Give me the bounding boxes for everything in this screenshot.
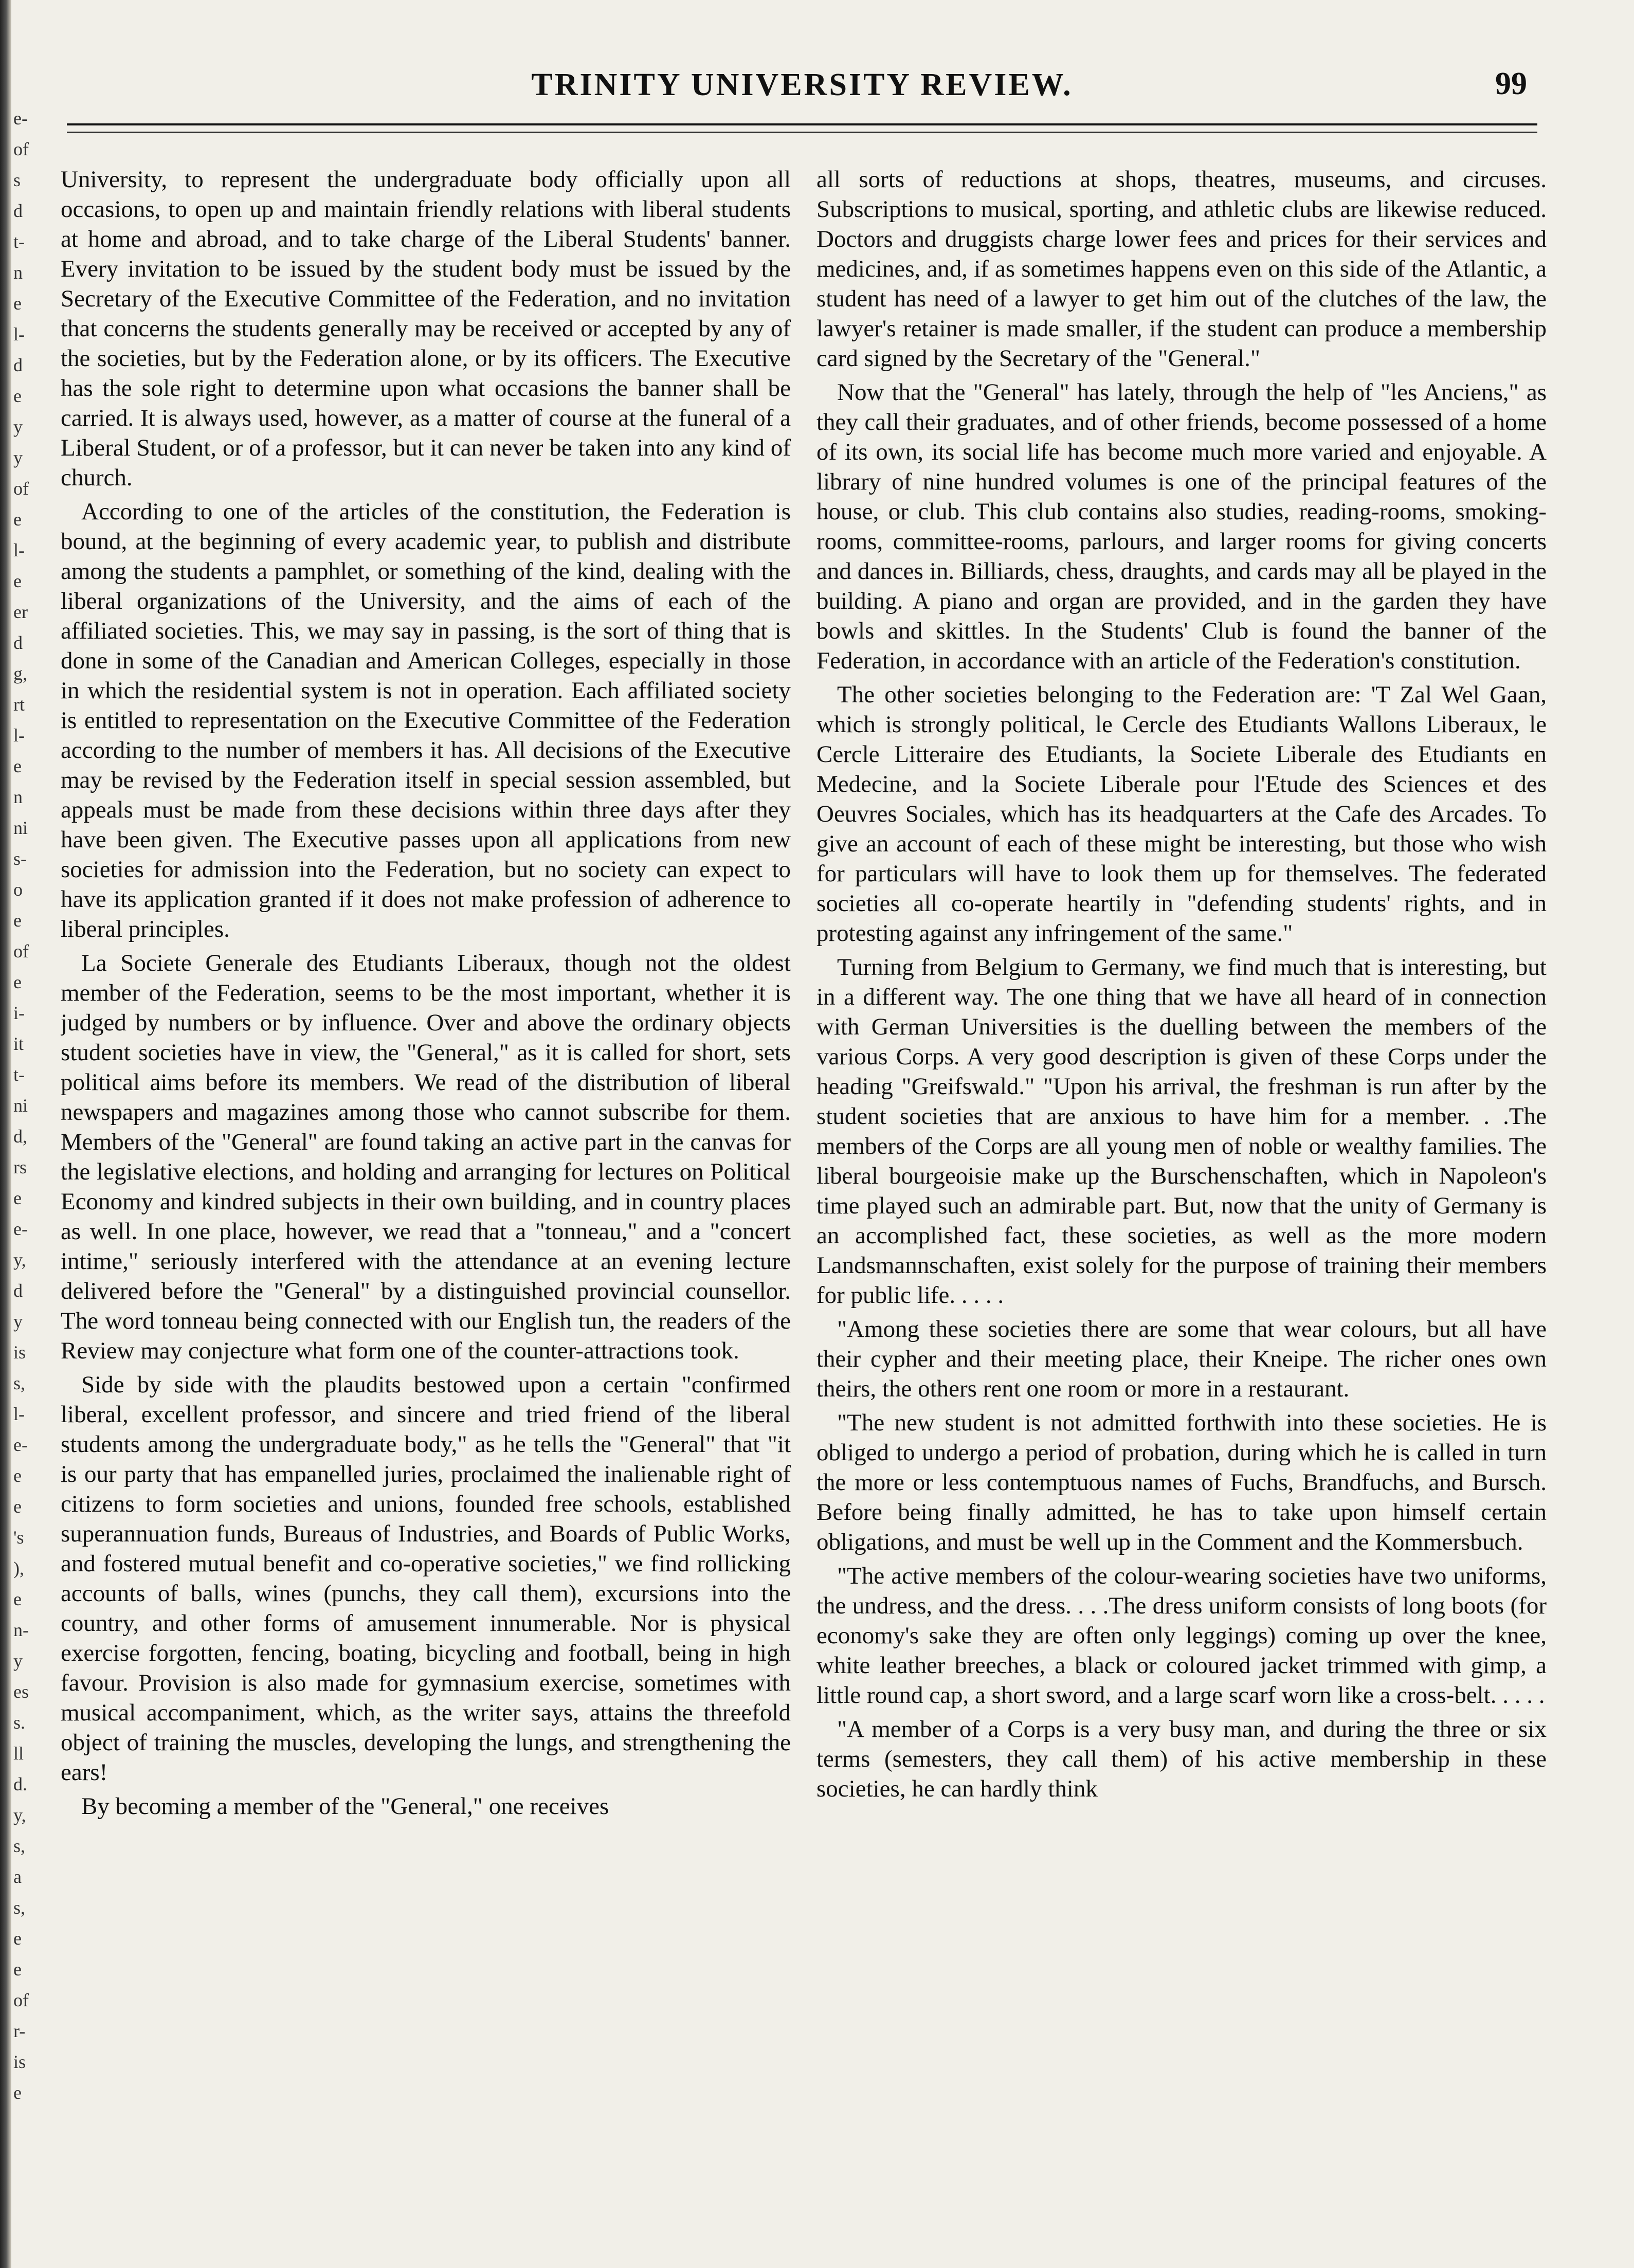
margin-fragment: l- <box>13 725 25 746</box>
margin-fragment: d <box>13 632 23 653</box>
margin-fragment: of <box>13 1990 29 2010</box>
margin-fragment: is <box>13 2052 26 2072</box>
margin-fragment: 's <box>13 1527 24 1548</box>
right-column <box>816 165 1547 2252</box>
margin-fragment: it <box>13 1033 24 1054</box>
margin-fragment: e <box>13 386 22 406</box>
paragraph: The other societies belonging to the Federation are: 'T Zal Wel Gaan, which is strongly political, le Cercle des Etudiants Wallons Liberaux, le Cercle Litteraire des Etudiants, la Societe Liberale des Etudiants en Medecine, and la Societe Liberale pour l'Etude des Sciences et des Oeuvres Sociales, which has its headquarters at the Cafe des Arcades. To give an account of each of these might be interesting, but those who wish for particulars will have to look them up for themselves. The federated societies all co-operate heartily in "defending students' rights, and in protesting against any infringement of the same." <box>816 681 1547 947</box>
margin-fragment: l- <box>13 1404 25 1424</box>
paragraph: By becoming a member of the "General," one receives <box>81 1793 609 1820</box>
paragraph: all sorts of reductions at shops, theatres, museums, and circuses. Subscriptions to musical, sporting, and athletic clubs are likewise reduced. Doctors and druggists charge lower fees and prices for their services and medicines, and, if as sometimes happens even on this side of the Atlantic, a student has need of a lawyer to get him out of the clutches of the law, the lawyer's retainer is made smaller, if the student can produce a membership card signed by the Secretary of the "General." <box>816 166 1547 372</box>
margin-fragment: r- <box>13 2021 26 2041</box>
binding-shadow <box>0 0 11 2268</box>
margin-fragment: of <box>13 941 29 961</box>
margin-fragment: y <box>13 416 23 437</box>
margin-fragment: e <box>13 756 22 776</box>
margin-fragment: e <box>13 1188 22 1208</box>
paragraph: "The active members of the colour-wearing societies have two uniforms, the undress, and the dress. . . .The dress uniform consists of long boots (for economy's sake they are often only leggings) coming up over the knee, white leather breeches, a black or coloured jacket trimmed with gimp, a little round cap, a short sword, and a large scarf worn like a cross-belt. . . . . <box>816 1563 1547 1709</box>
page-number: 99 <box>1495 66 1527 101</box>
page-header <box>67 57 1537 113</box>
margin-fragment: s, <box>13 1836 26 1856</box>
margin-fragment: d <box>13 201 23 221</box>
margin-fragment: e <box>13 509 22 530</box>
margin-fragment: s, <box>13 1373 26 1393</box>
margin-fragment: es <box>13 1681 29 1702</box>
left-column <box>61 165 791 2252</box>
margin-fragment: rt <box>13 694 25 715</box>
margin-fragment: e <box>13 1465 22 1486</box>
margin-fragment: d, <box>13 1126 27 1147</box>
margin-fragment: d <box>13 355 23 375</box>
margin-fragment: e <box>13 293 22 314</box>
margin-fragment: l- <box>13 324 25 344</box>
margin-fragment: s. <box>13 1712 26 1733</box>
margin-fragment: e <box>13 1928 22 1949</box>
margin-fragment: y <box>13 447 23 468</box>
paragraph: "Among these societies there are some that wear colours, but all have their cypher and their meeting place, their Kneipe. The richer ones own theirs, the others rent one room or more in a restaurant. <box>816 1316 1547 1402</box>
margin-fragment: e- <box>13 108 28 129</box>
margin-fragment: ll <box>13 1743 24 1764</box>
paragraph: Now that the "General" has lately, through the help of "les Anciens," as they call their graduates, and of other friends, become possessed of a home of its own, its social life has become much more varied and enjoyable. A library of nine hundred volumes is one of the principal features of the house, or club. This club contains also studies, reading-rooms, smoking-rooms, committee-rooms, parlours, and larger rooms for giving concerts and dances in. Billiards, chess, draughts, and cards may all be played in the building. A piano and organ are provided, and in the garden they have bowls and skittles. In the Students' Club is found the banner of the Federation, in accordance with an article of the Federation's constitution. <box>816 379 1547 674</box>
margin-fragment: of <box>13 139 29 159</box>
margin-fragment: ), <box>13 1558 24 1578</box>
margin-fragment: ni <box>13 818 28 838</box>
margin-fragment: o <box>13 879 23 900</box>
margin-fragment: y, <box>13 1249 26 1270</box>
margin-fragment: n <box>13 787 23 807</box>
margin-fragment: n <box>13 262 23 283</box>
paragraph: According to one of the articles of the constitution, the Federation is bound, at the beginning of every academic year, to publish and distribute among the students a pamphlet, or something of the kind, dealing with the liberal organizations of the University, and the aims of each of the affiliated societies. This, we may say in passing, is the sort of thing that is done in some of the Canadian and American Colleges, especially in those in which the residential system is not in operation. Each affiliated society is entitled to representation on the Executive Committee of the Federation according to the number of members it has. All decisions of the Executive may be revised by the Federation itself in special session assembled, but appeals must be made from these decisions within three days after they have been given. The Executive passes upon all applications from new societies for admission into the Federation, but no society can expect to have its application granted if it does not make profession of adherence to liberal principles. <box>61 498 791 942</box>
margin-fragment: y, <box>13 1805 26 1825</box>
margin-fragment: l- <box>13 540 25 560</box>
paragraph: University, to represent the undergraduate body officially upon all occasions, to open up and maintain friendly relations with liberal students at home and abroad, and to take charge of the Liberal Students' banner. Every invitation to be issued by the student body must be issued by the Secretary of the Executive Committee of the Federation, and no invitation that concerns the students generally may be received or accepted by any of the societies, but by the Federation alone, or by its officers. The Executive has the sole right to determine upon what occasions the banner shall be carried. It is always used, however, as a matter of course at the funeral of a Liberal Student, or of a professor, but it can never be taken into any kind of church. <box>61 166 791 491</box>
margin-fragment: s <box>13 170 21 190</box>
margin-fragment: y <box>13 1311 23 1332</box>
margin-fragment: d. <box>13 1774 27 1794</box>
journal-title: TRINITY UNIVERSITY REVIEW. <box>531 67 1073 102</box>
paragraph: Turning from Belgium to Germany, we find much that is interesting, but in a different way. The one thing that we have all heard of in connection with German Universities is the duelling between the members of the various Corps. A very good description is given of these Corps under the heading "Greifswald." "Upon his arrival, the freshman is run after by the student societies that are anxious to have him for a member. . .The members of the Corps are all young men of noble or wealthy families. The liberal bourgeoisie make up the Burschenschaften, which in Napoleon's time played such an admirable part. But, now that the unity of Germany is an accomplished fact, these societies, as well as the more modern Landsmannschaften, exist solely for the purpose of training their members for public life. . . . . <box>816 954 1547 1309</box>
margin-fragment: e- <box>13 1219 28 1239</box>
margin-fragment: of <box>13 478 29 499</box>
margin-fragment: e <box>13 1589 22 1609</box>
margin-fragment: e- <box>13 1435 28 1455</box>
header-rule-thick <box>67 123 1537 125</box>
margin-fragment: er <box>13 602 28 622</box>
margin-fragment: e <box>13 571 22 591</box>
margin-fragment: d <box>13 1280 23 1301</box>
margin-fragment: g, <box>13 663 27 684</box>
margin-fragment: a <box>13 1866 22 1887</box>
margin-fragment: e <box>13 1496 22 1517</box>
margin-fragment: is <box>13 1342 26 1363</box>
margin-fragment: t- <box>13 1064 25 1085</box>
margin-fragment: i- <box>13 1003 25 1023</box>
header-rule-thin <box>67 132 1537 133</box>
margin-fragment: s, <box>13 1897 26 1918</box>
paragraph: La Societe Generale des Etudiants Liberaux, though not the oldest member of the Federation, seems to be the most important, whether it is judged by numbers or by influence. Over and above the ordinary objects student societies have in view, the "General," as it is called for short, sets political aims before its members. We read of the distribution of liberal newspapers and magazines among those who cannot subscribe for them. Members of the "General" are found taking an active part in the canvas for the legislative elections, and holding and arranging for lectures on Political Economy and kindred subjects in their own building, and in country places as well. In one place, however, we read that a "tonneau," and a "concert intime," seriously interfered with the attendance at an evening lecture delivered before the "General" by a distinguished provincial counsellor. The word tonneau being connected with our English tun, the readers of the Review may conjecture what form one of the counter-attractions took. <box>61 950 791 1364</box>
paragraph: "The new student is not admitted forthwith into these societies. He is obliged to undergo a period of probation, during which he is called in turn the more or less contemptuous names of Fuchs, Brandfuchs, and Bursch. Before being finally admitted, he has to take upon himself certain obligations, and must be well up in the Comment and the Kommersbuch. <box>816 1409 1547 1555</box>
margin-fragment: y <box>13 1650 23 1671</box>
margin-fragment: n- <box>13 1620 29 1640</box>
margin-fragment: s- <box>13 848 27 869</box>
margin-fragment: e <box>13 972 22 992</box>
paragraph: "A member of a Corps is a very busy man, and during the three or six terms (semesters, they call them) of his active membership in these societies, he can hardly think <box>816 1716 1547 1802</box>
margin-fragment: e <box>13 1959 22 1980</box>
margin-fragment: e <box>13 2082 22 2103</box>
margin-fragment: ni <box>13 1095 28 1116</box>
margin-fragment: rs <box>13 1157 27 1177</box>
margin-fragment: t- <box>13 231 25 252</box>
previous-page-margin-fragments <box>13 103 36 2237</box>
paragraph: Side by side with the plaudits bestowed upon a certain "confirmed liberal, excellent professor, and sincere and tried friend of the liberal students among the undergraduate body," as he tells the "General" that "it is our party that has empanelled juries, proclaimed the inalienable right of citizens to form societies and unions, founded free schools, established superannuation funds, Bureaus of Industries, and Boards of Public Works, and fostered mutual benefit and co-operative societies," we find rollicking accounts of balls, wines (punchs, they call them), excursions into the country, and other forms of amusement innumerable. Nor is physical exercise forgotten, fencing, boating, bicycling and football, being in high favour. Provision is also made for gymnasium exercise, sometimes with musical accompaniment, which, as the writer says, attains the threefold object of training the muscles, developing the lungs, and strengthening the ears! <box>61 1371 791 1786</box>
margin-fragment: e <box>13 910 22 931</box>
